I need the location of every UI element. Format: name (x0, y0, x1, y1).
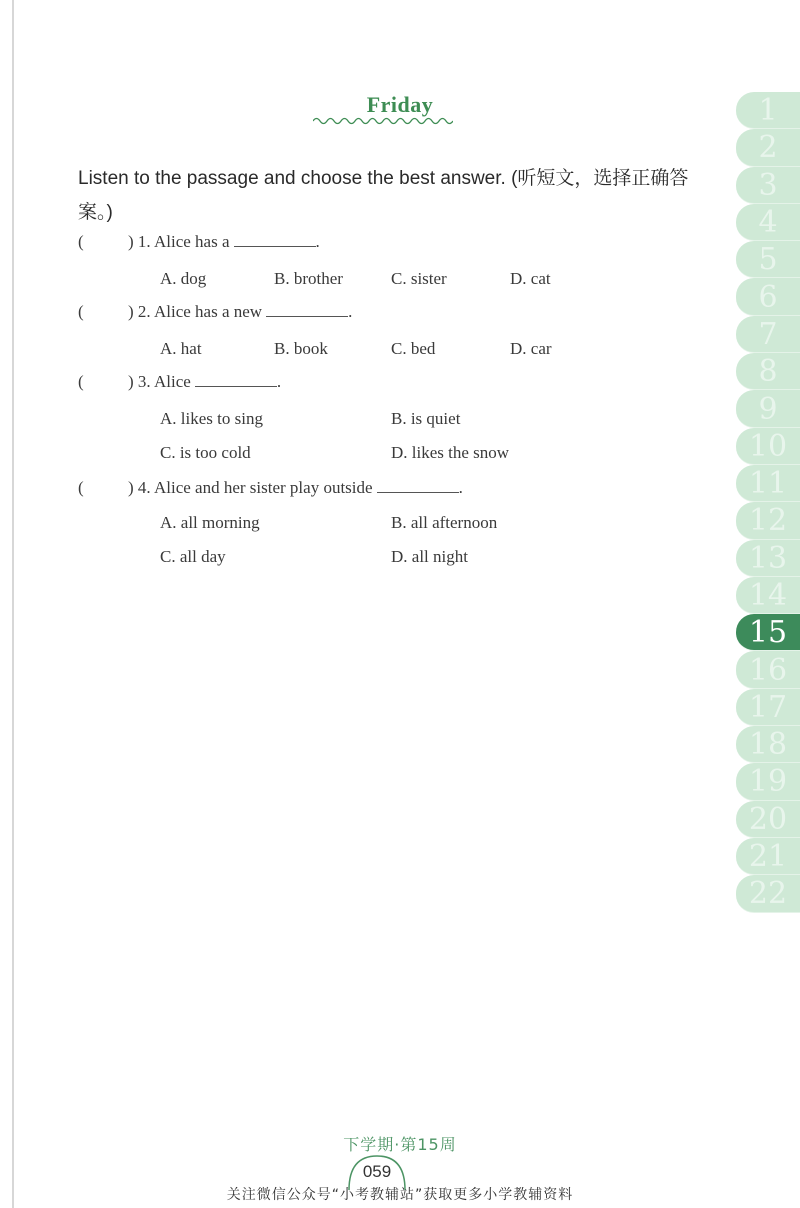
option-a: A. likes to sing (160, 409, 263, 428)
semester-week-label: 下学期·第15周 (343, 1135, 457, 1154)
week-tab-18[interactable] (736, 726, 800, 763)
week-tab-2[interactable] (736, 129, 800, 166)
option-d: D. cat (510, 269, 551, 288)
question-2 (78, 302, 352, 322)
week-tab-strip (736, 92, 800, 913)
option-d: D. all night (391, 547, 468, 566)
week-tab-22[interactable] (736, 875, 800, 912)
week-tab-label: 13 (748, 540, 788, 576)
week-tab-4[interactable] (736, 204, 800, 241)
question-stem: Alice (153, 372, 191, 391)
week-tab-21[interactable] (736, 838, 800, 875)
week-tab-label: 21 (748, 839, 788, 875)
week-tab-label: 7 (758, 316, 778, 352)
option-d: D. likes the snow (391, 443, 510, 462)
option-b: B. brother (274, 269, 343, 288)
week-tab-9[interactable] (736, 390, 800, 427)
question-end: . (348, 302, 353, 321)
page-edge (12, 0, 14, 1208)
question-stem: Alice has a new (153, 302, 263, 321)
week-tab-label: 3 (758, 167, 778, 203)
answer-paren-open: ( (78, 232, 84, 251)
week-tab-15[interactable] (736, 614, 800, 651)
question-4 (78, 478, 463, 498)
week-tab-label: 2 (758, 130, 778, 166)
week-tab-20[interactable] (736, 801, 800, 838)
option-b: B. book (274, 339, 328, 358)
week-tab-13[interactable] (736, 540, 800, 577)
week-tab-label: 22 (748, 876, 788, 912)
week-tab-label: 9 (758, 391, 778, 427)
question-stem: Alice and her sister play outside (153, 478, 373, 497)
question-stem: Alice has a (153, 232, 230, 251)
option-b: B. all afternoon (391, 513, 498, 532)
answer-paren-open: ( (78, 372, 84, 391)
option-a: A. dog (160, 269, 207, 288)
week-tab-label: 20 (748, 801, 788, 837)
answer-blank[interactable] (266, 302, 348, 317)
week-tab-label: 14 (748, 578, 788, 613)
week-tab-label: 6 (758, 279, 778, 315)
week-tab-label: 16 (748, 652, 788, 688)
option-a: A. all morning (160, 513, 260, 532)
week-tab-label: 12 (748, 503, 788, 539)
question-end: . (315, 232, 320, 251)
week-tab-17[interactable] (736, 689, 800, 726)
week-tab-12[interactable] (736, 502, 800, 539)
question-end: . (458, 478, 463, 497)
week-tab-label: 15 (748, 615, 788, 651)
option-a: A. hat (160, 339, 202, 358)
question-end: . (276, 372, 282, 391)
option-d: D. car (510, 339, 552, 358)
week-tab-label: 17 (748, 689, 788, 725)
week-tab-label: 8 (758, 354, 778, 390)
week-tab-label: 5 (758, 242, 778, 278)
option-c: C. sister (391, 269, 447, 288)
answer-paren-open: ( (78, 302, 84, 321)
option-c: C. bed (391, 339, 436, 358)
week-tab-label: 4 (758, 205, 778, 241)
week-tab-16[interactable] (736, 651, 800, 688)
page-title: Friday (366, 92, 434, 117)
instruction-text: Listen to the passage and choose the best answer. (听短文，选择正确答案。) (78, 168, 689, 223)
week-tab-10[interactable] (736, 428, 800, 465)
answer-paren-close[interactable]: ) (128, 302, 134, 321)
week-tab-label: 10 (748, 428, 788, 464)
question-3 (78, 372, 281, 392)
question-number: 3. (137, 372, 151, 391)
week-tab-8[interactable] (736, 353, 800, 390)
answer-paren-close[interactable]: ) (128, 372, 134, 391)
answer-paren-open: ( (78, 478, 84, 497)
answer-blank[interactable] (377, 478, 459, 493)
option-c: C. all day (160, 547, 226, 566)
week-tab-5[interactable] (736, 241, 800, 278)
week-tab-6[interactable] (736, 278, 800, 315)
week-tab-1[interactable] (736, 92, 800, 129)
week-tab-11[interactable] (736, 465, 800, 502)
question-number: 2. (137, 302, 151, 321)
answer-paren-close[interactable]: ) (128, 478, 134, 497)
question-1 (78, 232, 320, 252)
page-number: 059 (362, 1162, 392, 1181)
week-tab-19[interactable] (736, 763, 800, 800)
answer-blank[interactable] (195, 372, 277, 387)
option-b: B. is quiet (391, 409, 461, 428)
week-tab-label: 19 (748, 764, 788, 800)
answer-paren-close[interactable]: ) (128, 232, 134, 251)
answer-blank[interactable] (234, 232, 316, 247)
week-tab-14[interactable] (736, 577, 800, 614)
week-tab-7[interactable] (736, 316, 800, 353)
question-number: 4. (137, 478, 151, 497)
week-tab-label: 11 (748, 466, 788, 502)
footer-note: 关注微信公众号“小考教辅站”获取更多小学教辅资料 (226, 1187, 574, 1203)
title-underline-squiggle (313, 116, 453, 126)
week-tab-label: 18 (748, 727, 788, 763)
week-tab-3[interactable] (736, 167, 800, 204)
title-block (0, 92, 800, 118)
option-c: C. is too cold (160, 443, 251, 462)
question-number: 1. (137, 232, 151, 251)
week-tab-label: 1 (758, 93, 778, 129)
